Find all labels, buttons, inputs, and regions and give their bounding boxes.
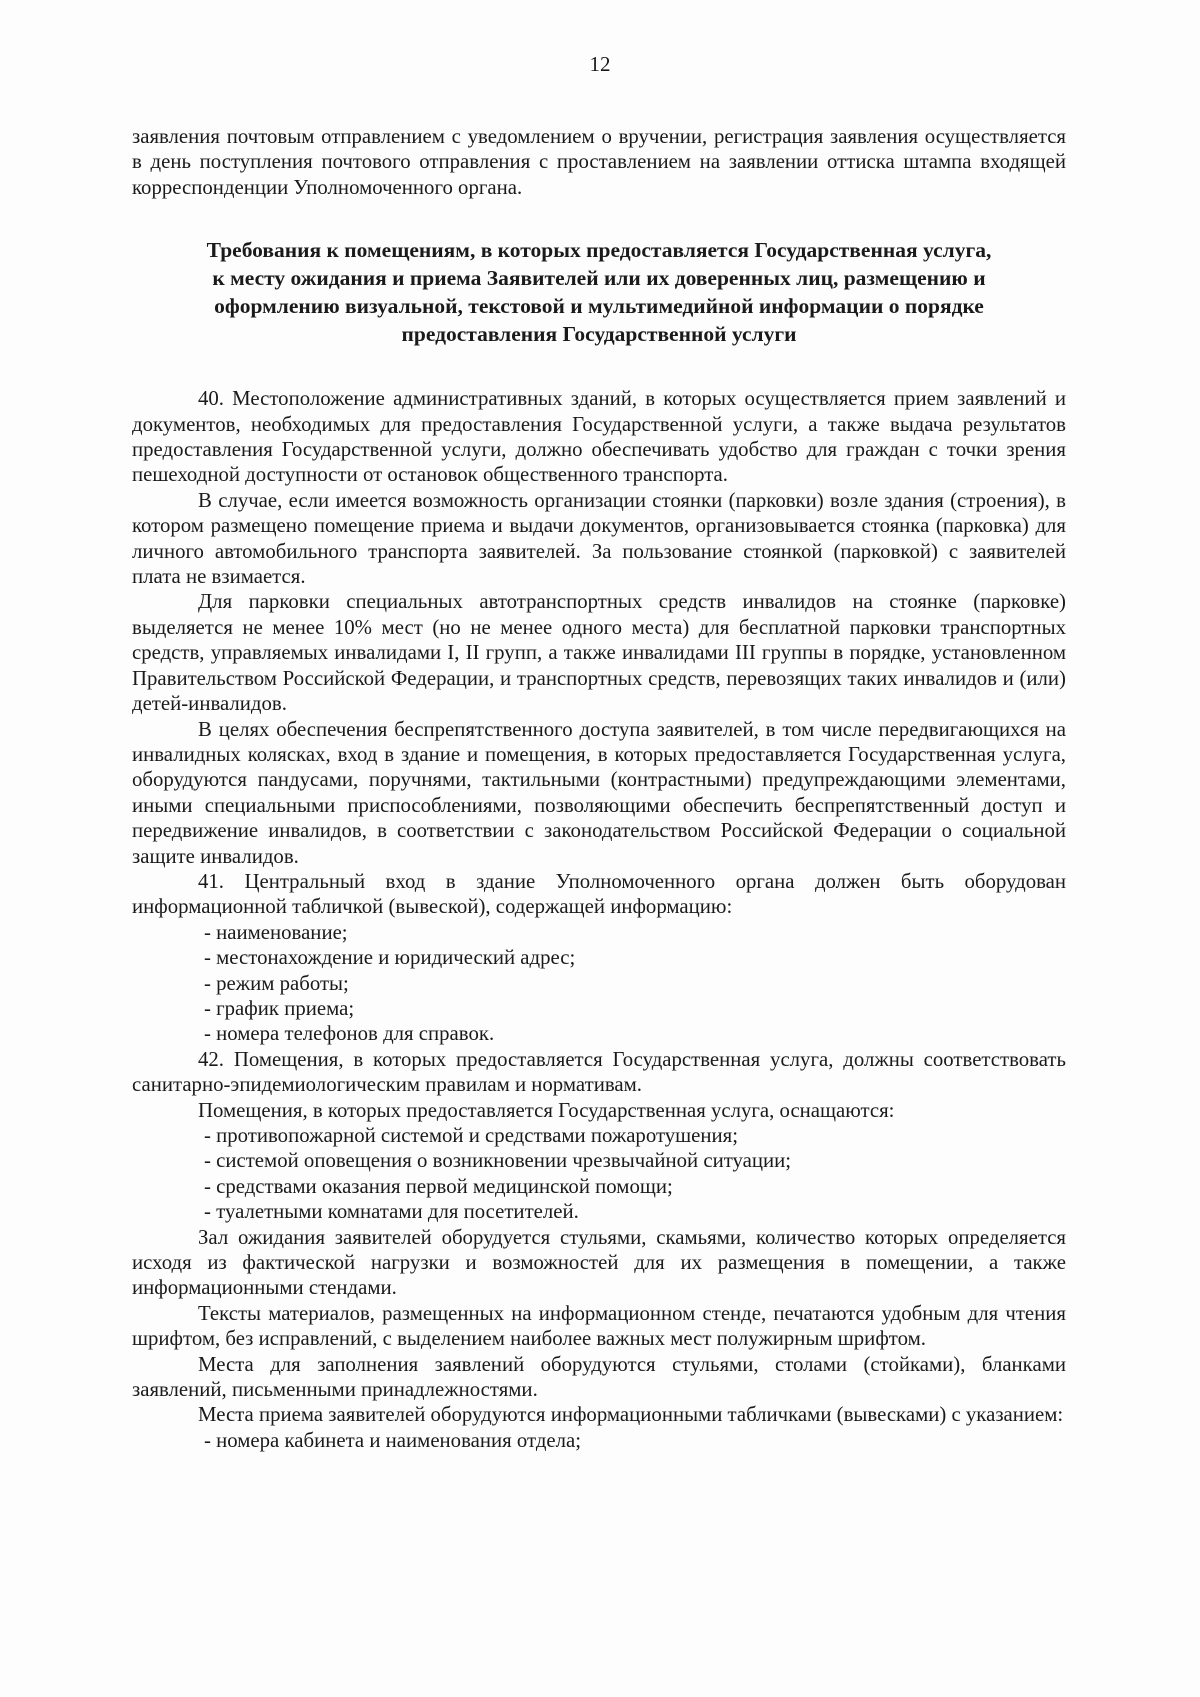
paragraph-parking: В случае, если имеется возможность организации стоянки (парковки) возле здания (строения), в котором размещено помещение приема и выдачи документов, организовывается стоянка (парковка) для личного автомобильного транспорта заявителей. За пользование стоянкой (парковкой) с заявителей плата не взимается.	[132, 488, 1066, 589]
paragraph-application-places: Места для заполнения заявлений оборудуются стульями, столами (стойками), бланками заявлений, письменными принадлежностями.	[132, 1352, 1066, 1402]
paragraph-stand-texts: Тексты материалов, размещенных на информационном стенде, печатаются удобным для чтения шрифтом, без исправлений, с выделением наиболее важных мест полужирным шрифтом.	[132, 1301, 1066, 1351]
section-title-line: оформлению визуальной, текстовой и мультимедийной информации о порядке	[214, 294, 984, 319]
paragraph-40: 40. Местоположение административных зданий, в которых осуществляется прием заявлений и документов, необходимых для предоставления Государственной услуги, а также выдача результатов предоставления Государственной услуги, должно обеспечивать удобство для граждан с точки зрения пешеходной доступности от остановок общественного транспорта.	[132, 387, 1066, 487]
section-title-line: Требования к помещениям, в которых предоставляется Государственная услуга,	[206, 238, 992, 263]
paragraph-reception-places: Места приема заявителей оборудуются информационными табличками (вывесками) с указанием:	[198, 1403, 1064, 1427]
paragraph-equipment: Помещения, в которых предоставляется Государственная услуга, оснащаются:	[198, 1098, 895, 1122]
paragraph-accessibility: В целях обеспечения беспрепятственного доступа заявителей, в том числе передвигающихся на инвалидных колясках, вход в здание и помещения, в которых предоставляется Государственная услуга, оборудуются пандусами, поручнями, тактильными (контрастными) предупреждающими элементами, иными специальными приспособлениями, позволяющими обеспечить беспрепятственный доступ и передвижение инвалидов, в соответствии с законодательством Российской Федерации о социальной защите инвалидов.	[132, 717, 1066, 868]
document-body	[132, 124, 1066, 1453]
intro-paragraph: заявления почтовым отправлением с уведомлением о вручении, регистрация заявления осуществляется в день поступления почтового отправления с проставлением на заявлении оттиска штампа входящей корреспонденции Уполномоченного органа.	[132, 125, 1066, 199]
section-title-line: к месту ожидания и приема Заявителей или их доверенных лиц, размещению и	[212, 266, 986, 291]
list-item: - средствами оказания первой медицинской помощи;	[204, 1174, 673, 1198]
list-item: - номера кабинета и наименования отдела;	[204, 1428, 582, 1452]
list-item: - график приема;	[204, 996, 355, 1020]
paragraph-41: 41. Центральный вход в здание Уполномоченного органа должен быть оборудован информационной табличкой (вывеской), содержащей информацию:	[132, 869, 1066, 919]
section-title	[132, 236, 1066, 348]
list-item: - наименование;	[204, 920, 348, 944]
list-item: - местонахождение и юридический адрес;	[204, 946, 576, 970]
list-item: - противопожарной системой и средствами пожаротушения;	[204, 1124, 739, 1147]
section-title-line: предоставления Государственной услуги	[401, 322, 797, 347]
paragraph-waiting-hall: Зал ожидания заявителей оборудуется стульями, скамьями, количество которых определяется исходя из фактической нагрузки и возможностей для их размещения в помещении, а также информационными стендами.	[132, 1225, 1066, 1300]
list-item: - системой оповещения о возникновении чрезвычайной ситуации;	[204, 1149, 792, 1173]
list-item: - режим работы;	[204, 971, 349, 995]
list-item: - туалетными комнатами для посетителей.	[204, 1200, 579, 1224]
paragraph-disabled-parking: Для парковки специальных автотранспортных средств инвалидов на стоянке (парковке) выделяется не менее 10% мест (но не менее одного места) для бесплатной парковки транспортных средств, управляемых инвалидами I, II групп, а также инвалидами III группы в порядке, установленном Правительством Российской Федерации, и транспортных средств, перевозящих таких инвалидов и (или) детей-инвалидов.	[132, 590, 1066, 716]
page-number: 12	[589, 52, 611, 76]
paragraph-42: 42. Помещения, в которых предоставляется Государственная услуга, должны соответствовать санитарно-эпидемиологическим правилам и нормативам.	[132, 1047, 1066, 1097]
list-item: - номера телефонов для справок.	[204, 1022, 495, 1046]
